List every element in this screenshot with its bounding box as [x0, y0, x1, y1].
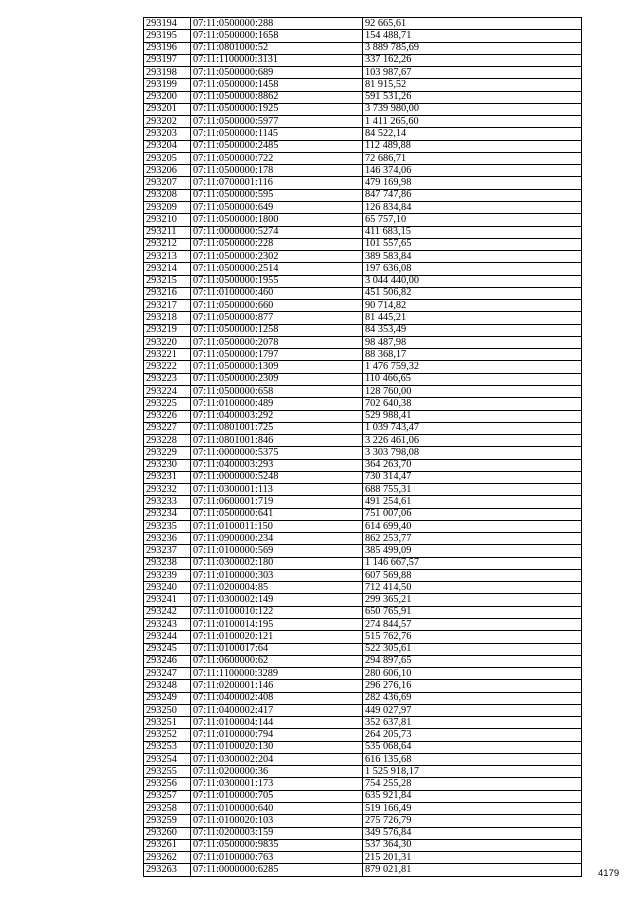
cadastral-value-cell: 103 987,67	[363, 67, 582, 79]
table-row	[144, 238, 582, 250]
cadastral-value-cell: 650 765,91	[363, 606, 582, 618]
record-number-cell: 293203	[144, 128, 191, 140]
cadastral-value-cell: 879 021,81	[363, 864, 582, 876]
cadastral-value-cell: 264 205,73	[363, 729, 582, 741]
table-row	[144, 312, 582, 324]
record-number-cell: 293196	[144, 42, 191, 54]
cadastral-number-cell: 07:11:0200001:146	[191, 680, 363, 692]
cadastral-value-cell: 90 714,82	[363, 300, 582, 312]
cadastral-number-cell: 07:11:0000000:5375	[191, 447, 363, 459]
table-row	[144, 116, 582, 128]
cadastral-number-cell: 07:11:0100020:130	[191, 741, 363, 753]
cadastral-number-cell: 07:11:0100000:794	[191, 729, 363, 741]
record-number-cell: 293234	[144, 508, 191, 520]
cadastral-value-cell: 146 374,06	[363, 165, 582, 177]
table-row	[144, 140, 582, 152]
cadastral-number-cell: 07:11:0500000:2302	[191, 251, 363, 263]
record-number-cell: 293224	[144, 385, 191, 397]
record-number-cell: 293239	[144, 569, 191, 581]
cadastral-value-cell: 712 414,50	[363, 582, 582, 594]
record-number-cell: 293213	[144, 251, 191, 263]
cadastral-value-cell: 730 314,47	[363, 471, 582, 483]
cadastral-value-cell: 296 276,16	[363, 680, 582, 692]
cadastral-number-cell: 07:11:0500000:689	[191, 67, 363, 79]
table-row	[144, 569, 582, 581]
cadastral-value-cell: 515 762,76	[363, 631, 582, 643]
cadastral-value-cell: 154 488,71	[363, 30, 582, 42]
record-number-cell: 293246	[144, 655, 191, 667]
cadastral-value-cell: 847 747,86	[363, 189, 582, 201]
table-row	[144, 680, 582, 692]
cadastral-value-cell: 519 166,49	[363, 803, 582, 815]
table-row	[144, 839, 582, 851]
cadastral-value-cell: 299 365,21	[363, 594, 582, 606]
table-row	[144, 852, 582, 864]
record-number-cell: 293245	[144, 643, 191, 655]
record-number-cell: 293223	[144, 373, 191, 385]
cadastral-number-cell: 07:11:0100000:763	[191, 852, 363, 864]
cadastral-number-cell: 07:11:0500000:1955	[191, 275, 363, 287]
cadastral-number-cell: 07:11:0400003:293	[191, 459, 363, 471]
record-number-cell: 293259	[144, 815, 191, 827]
cadastral-number-cell: 07:11:0600000:62	[191, 655, 363, 667]
record-number-cell: 293215	[144, 275, 191, 287]
cadastral-number-cell: 07:11:0801000:52	[191, 42, 363, 54]
record-number-cell: 293242	[144, 606, 191, 618]
table-row	[144, 704, 582, 716]
cadastral-value-cell: 3 303 798,08	[363, 447, 582, 459]
cadastral-value-cell: 3 739 980,00	[363, 103, 582, 115]
cadastral-number-cell: 07:11:0500000:1925	[191, 103, 363, 115]
record-number-cell: 293217	[144, 300, 191, 312]
cadastral-value-cell: 275 726,79	[363, 815, 582, 827]
table-row	[144, 557, 582, 569]
table-row	[144, 422, 582, 434]
table-row	[144, 91, 582, 103]
cadastral-number-cell: 07:11:0100014:195	[191, 619, 363, 631]
cadastral-number-cell: 07:11:0500000:1145	[191, 128, 363, 140]
cadastral-number-cell: 07:11:0500000:178	[191, 165, 363, 177]
record-number-cell: 293212	[144, 238, 191, 250]
cadastral-value-cell: 128 760,00	[363, 385, 582, 397]
cadastral-value-cell: 352 637,81	[363, 717, 582, 729]
table-row	[144, 766, 582, 778]
table-row	[144, 594, 582, 606]
cadastral-value-cell: 607 569,88	[363, 569, 582, 581]
record-number-cell: 293208	[144, 189, 191, 201]
table-row	[144, 717, 582, 729]
cadastral-number-cell: 07:11:0100011:150	[191, 520, 363, 532]
cadastral-number-cell: 07:11:1100000:3289	[191, 668, 363, 680]
table-row	[144, 741, 582, 753]
cadastral-value-cell: 84 353,49	[363, 324, 582, 336]
cadastral-number-cell: 07:11:0500000:1800	[191, 214, 363, 226]
record-number-cell: 293258	[144, 803, 191, 815]
cadastral-number-cell: 07:11:0300002:204	[191, 753, 363, 765]
table-row	[144, 189, 582, 201]
cadastral-number-cell: 07:11:0801001:725	[191, 422, 363, 434]
cadastral-number-cell: 07:11:0700001:116	[191, 177, 363, 189]
record-number-cell: 293195	[144, 30, 191, 42]
table-row	[144, 435, 582, 447]
cadastral-number-cell: 07:11:0500000:641	[191, 508, 363, 520]
record-number-cell: 293254	[144, 753, 191, 765]
cadastral-number-cell: 07:11:0500000:660	[191, 300, 363, 312]
cadastral-number-cell: 07:11:0100020:121	[191, 631, 363, 643]
cadastral-value-cell: 337 162,26	[363, 54, 582, 66]
cadastral-number-cell: 07:11:0500000:2309	[191, 373, 363, 385]
record-number-cell: 293243	[144, 619, 191, 631]
table-row	[144, 459, 582, 471]
table-row	[144, 79, 582, 91]
table-row	[144, 508, 582, 520]
table-row	[144, 54, 582, 66]
cadastral-number-cell: 07:11:0100017:64	[191, 643, 363, 655]
table-row	[144, 385, 582, 397]
table-row	[144, 165, 582, 177]
cadastral-number-cell: 07:11:0500000:228	[191, 238, 363, 250]
cadastral-number-cell: 07:11:0100000:489	[191, 398, 363, 410]
record-number-cell: 293250	[144, 704, 191, 716]
record-number-cell: 293198	[144, 67, 191, 79]
record-number-cell: 293216	[144, 287, 191, 299]
cadastral-number-cell: 07:11:0500000:288	[191, 18, 363, 30]
record-number-cell: 293251	[144, 717, 191, 729]
cadastral-number-cell: 07:11:0300001:113	[191, 484, 363, 496]
cadastral-value-cell: 1 525 918,17	[363, 766, 582, 778]
cadastral-number-cell: 07:11:0500000:1309	[191, 361, 363, 373]
record-number-cell: 293220	[144, 336, 191, 348]
cadastral-number-cell: 07:11:0500000:2078	[191, 336, 363, 348]
table-row	[144, 398, 582, 410]
cadastral-value-cell: 522 305,61	[363, 643, 582, 655]
table-row	[144, 30, 582, 42]
cadastral-number-cell: 07:11:0300002:149	[191, 594, 363, 606]
record-number-cell: 293228	[144, 435, 191, 447]
cadastral-value-cell: 751 007,06	[363, 508, 582, 520]
cadastral-value-cell: 616 135,68	[363, 753, 582, 765]
cadastral-value-cell: 411 683,15	[363, 226, 582, 238]
cadastral-value-cell: 385 499,09	[363, 545, 582, 557]
cadastral-number-cell: 07:11:0500000:2514	[191, 263, 363, 275]
cadastral-number-cell: 07:11:0400003:292	[191, 410, 363, 422]
cadastral-number-cell: 07:11:1100000:3131	[191, 54, 363, 66]
record-number-cell: 293205	[144, 152, 191, 164]
table-row	[144, 471, 582, 483]
cadastral-value-cell: 1 039 743,47	[363, 422, 582, 434]
cadastral-number-cell: 07:11:0100010:122	[191, 606, 363, 618]
table-row	[144, 533, 582, 545]
cadastral-number-cell: 07:11:0100000:705	[191, 790, 363, 802]
cadastral-number-cell: 07:11:0500000:649	[191, 201, 363, 213]
cadastral-number-cell: 07:11:0400002:417	[191, 704, 363, 716]
table-row	[144, 251, 582, 263]
record-number-cell: 293233	[144, 496, 191, 508]
cadastral-value-cell: 591 531,26	[363, 91, 582, 103]
cadastral-number-cell: 07:11:0100004:144	[191, 717, 363, 729]
cadastral-number-cell: 07:11:0000000:6285	[191, 864, 363, 876]
cadastral-number-cell: 07:11:0200004:85	[191, 582, 363, 594]
table-row	[144, 447, 582, 459]
table-row	[144, 361, 582, 373]
table-row	[144, 214, 582, 226]
cadastral-number-cell: 07:11:0500000:9835	[191, 839, 363, 851]
table-row	[144, 128, 582, 140]
record-number-cell: 293240	[144, 582, 191, 594]
record-number-cell: 293241	[144, 594, 191, 606]
cadastral-value-cell: 282 436,69	[363, 692, 582, 704]
cadastral-number-cell: 07:11:0500000:658	[191, 385, 363, 397]
record-number-cell: 293222	[144, 361, 191, 373]
record-number-cell: 293235	[144, 520, 191, 532]
cadastral-number-cell: 07:11:0500000:2485	[191, 140, 363, 152]
record-number-cell: 293261	[144, 839, 191, 851]
cadastral-value-cell: 81 445,21	[363, 312, 582, 324]
record-number-cell: 293197	[144, 54, 191, 66]
record-number-cell: 293219	[144, 324, 191, 336]
cadastral-value-cell: 479 169,98	[363, 177, 582, 189]
cadastral-value-cell: 535 068,64	[363, 741, 582, 753]
table-row	[144, 484, 582, 496]
record-number-cell: 293201	[144, 103, 191, 115]
table-row	[144, 643, 582, 655]
record-number-cell: 293218	[144, 312, 191, 324]
record-number-cell: 293194	[144, 18, 191, 30]
table-row	[144, 336, 582, 348]
cadastral-number-cell: 07:11:0100000:569	[191, 545, 363, 557]
cadastral-value-cell: 112 489,88	[363, 140, 582, 152]
cadastral-number-cell: 07:11:0801001:846	[191, 435, 363, 447]
cadastral-value-cell: 126 834,84	[363, 201, 582, 213]
cadastral-value-cell: 389 583,84	[363, 251, 582, 263]
table-row	[144, 827, 582, 839]
table-row	[144, 324, 582, 336]
cadastral-value-cell: 1 411 265,60	[363, 116, 582, 128]
cadastral-value-cell: 280 606,10	[363, 668, 582, 680]
table-row	[144, 263, 582, 275]
record-number-cell: 293238	[144, 557, 191, 569]
record-number-cell: 293225	[144, 398, 191, 410]
cadastral-number-cell: 07:11:0500000:595	[191, 189, 363, 201]
cadastral-value-cell: 81 915,52	[363, 79, 582, 91]
cadastral-value-cell: 197 636,08	[363, 263, 582, 275]
cadastral-value-cell: 294 897,65	[363, 655, 582, 667]
cadastral-number-cell: 07:11:0500000:1458	[191, 79, 363, 91]
table-row	[144, 582, 582, 594]
table-row	[144, 496, 582, 508]
cadastral-value-cell: 88 368,17	[363, 349, 582, 361]
cadastral-value-cell: 491 254,61	[363, 496, 582, 508]
table-row	[144, 655, 582, 667]
record-number-cell: 293230	[144, 459, 191, 471]
cadastral-number-cell: 07:11:0100000:640	[191, 803, 363, 815]
cadastral-value-cell: 754 255,28	[363, 778, 582, 790]
cadastral-value-cell: 3 889 785,69	[363, 42, 582, 54]
table-row	[144, 349, 582, 361]
cadastral-value-cell: 3 044 440,00	[363, 275, 582, 287]
record-number-cell: 293214	[144, 263, 191, 275]
cadastral-value-cell: 529 988,41	[363, 410, 582, 422]
record-number-cell: 293262	[144, 852, 191, 864]
cadastral-value-cell: 215 201,31	[363, 852, 582, 864]
cadastral-number-cell: 07:11:0500000:722	[191, 152, 363, 164]
cadastral-value-cell: 1 476 759,32	[363, 361, 582, 373]
record-number-cell: 293200	[144, 91, 191, 103]
cadastral-number-cell: 07:11:0000000:5248	[191, 471, 363, 483]
record-number-cell: 293244	[144, 631, 191, 643]
record-number-cell: 293237	[144, 545, 191, 557]
table-row	[144, 606, 582, 618]
cadastral-value-cell: 110 466,65	[363, 373, 582, 385]
cadastral-value-cell: 635 921,84	[363, 790, 582, 802]
record-number-cell: 293253	[144, 741, 191, 753]
table-row	[144, 753, 582, 765]
cadastral-value-cell: 364 263,70	[363, 459, 582, 471]
table-row	[144, 631, 582, 643]
record-number-cell: 293199	[144, 79, 191, 91]
table-row	[144, 729, 582, 741]
cadastral-value-cell: 451 506,82	[363, 287, 582, 299]
record-number-cell: 293206	[144, 165, 191, 177]
record-number-cell: 293231	[144, 471, 191, 483]
record-number-cell: 293210	[144, 214, 191, 226]
table-row	[144, 300, 582, 312]
cadastral-value-cell: 688 755,31	[363, 484, 582, 496]
cadastral-value-cell: 1 146 667,57	[363, 557, 582, 569]
cadastral-number-cell: 07:11:0200000:36	[191, 766, 363, 778]
table-row	[144, 226, 582, 238]
cadastral-value-cell: 101 557,65	[363, 238, 582, 250]
table-row	[144, 42, 582, 54]
table-row	[144, 803, 582, 815]
table-row	[144, 619, 582, 631]
record-number-cell: 293221	[144, 349, 191, 361]
cadastral-number-cell: 07:11:0100000:303	[191, 569, 363, 581]
record-number-cell: 293236	[144, 533, 191, 545]
table-row	[144, 815, 582, 827]
cadastral-number-cell: 07:11:0500000:877	[191, 312, 363, 324]
cadastral-number-cell: 07:11:0500000:5977	[191, 116, 363, 128]
record-number-cell: 293207	[144, 177, 191, 189]
table-row	[144, 790, 582, 802]
cadastral-value-cell: 72 686,71	[363, 152, 582, 164]
cadastral-value-cell: 537 364,30	[363, 839, 582, 851]
cadastral-value-cell: 65 757,10	[363, 214, 582, 226]
cadastral-number-cell: 07:11:0500000:1797	[191, 349, 363, 361]
cadastral-value-cell: 84 522,14	[363, 128, 582, 140]
table-row	[144, 520, 582, 532]
table-row	[144, 692, 582, 704]
table-row	[144, 201, 582, 213]
cadastral-number-cell: 07:11:0900000:234	[191, 533, 363, 545]
cadastral-value-cell: 98 487,98	[363, 336, 582, 348]
cadastral-number-cell: 07:11:0100000:460	[191, 287, 363, 299]
cadastral-value-cell: 92 665,61	[363, 18, 582, 30]
record-number-cell: 293232	[144, 484, 191, 496]
record-number-cell: 293247	[144, 668, 191, 680]
cadastral-number-cell: 07:11:0500000:8862	[191, 91, 363, 103]
cadastral-number-cell: 07:11:0300001:173	[191, 778, 363, 790]
record-number-cell: 293257	[144, 790, 191, 802]
record-number-cell: 293211	[144, 226, 191, 238]
cadastral-number-cell: 07:11:0100020:103	[191, 815, 363, 827]
cadastral-value-cell: 702 640,38	[363, 398, 582, 410]
table-row	[144, 545, 582, 557]
cadastral-number-cell: 07:11:0400002:408	[191, 692, 363, 704]
table-row	[144, 152, 582, 164]
cadastral-number-cell: 07:11:0500000:1258	[191, 324, 363, 336]
record-number-cell: 293209	[144, 201, 191, 213]
record-number-cell: 293248	[144, 680, 191, 692]
cadastral-number-cell: 07:11:0300002:180	[191, 557, 363, 569]
page-number: 4179	[598, 868, 620, 879]
table-row	[144, 373, 582, 385]
table-row	[144, 287, 582, 299]
cadastral-value-table	[143, 17, 582, 877]
cadastral-value-cell: 449 027,97	[363, 704, 582, 716]
record-number-cell: 293249	[144, 692, 191, 704]
record-number-cell: 293226	[144, 410, 191, 422]
cadastral-value-cell: 862 253,77	[363, 533, 582, 545]
cadastral-value-cell: 274 844,57	[363, 619, 582, 631]
record-number-cell: 293255	[144, 766, 191, 778]
record-number-cell: 293263	[144, 864, 191, 876]
record-number-cell: 293202	[144, 116, 191, 128]
cadastral-number-cell: 07:11:0000000:5274	[191, 226, 363, 238]
table-row	[144, 67, 582, 79]
table-row	[144, 778, 582, 790]
record-number-cell: 293227	[144, 422, 191, 434]
record-number-cell: 293260	[144, 827, 191, 839]
cadastral-number-cell: 07:11:0500000:1658	[191, 30, 363, 42]
table-row	[144, 275, 582, 287]
table-row	[144, 103, 582, 115]
record-number-cell: 293229	[144, 447, 191, 459]
table-row	[144, 410, 582, 422]
record-number-cell: 293204	[144, 140, 191, 152]
record-number-cell: 293256	[144, 778, 191, 790]
cadastral-value-cell: 349 576,84	[363, 827, 582, 839]
table-row	[144, 177, 582, 189]
cadastral-value-cell: 614 699,40	[363, 520, 582, 532]
table-row	[144, 668, 582, 680]
table-body	[144, 18, 582, 877]
record-number-cell: 293252	[144, 729, 191, 741]
cadastral-number-cell: 07:11:0600001:719	[191, 496, 363, 508]
table-row	[144, 18, 582, 30]
cadastral-value-cell: 3 226 461,06	[363, 435, 582, 447]
table-row	[144, 864, 582, 876]
cadastral-number-cell: 07:11:0200003:159	[191, 827, 363, 839]
